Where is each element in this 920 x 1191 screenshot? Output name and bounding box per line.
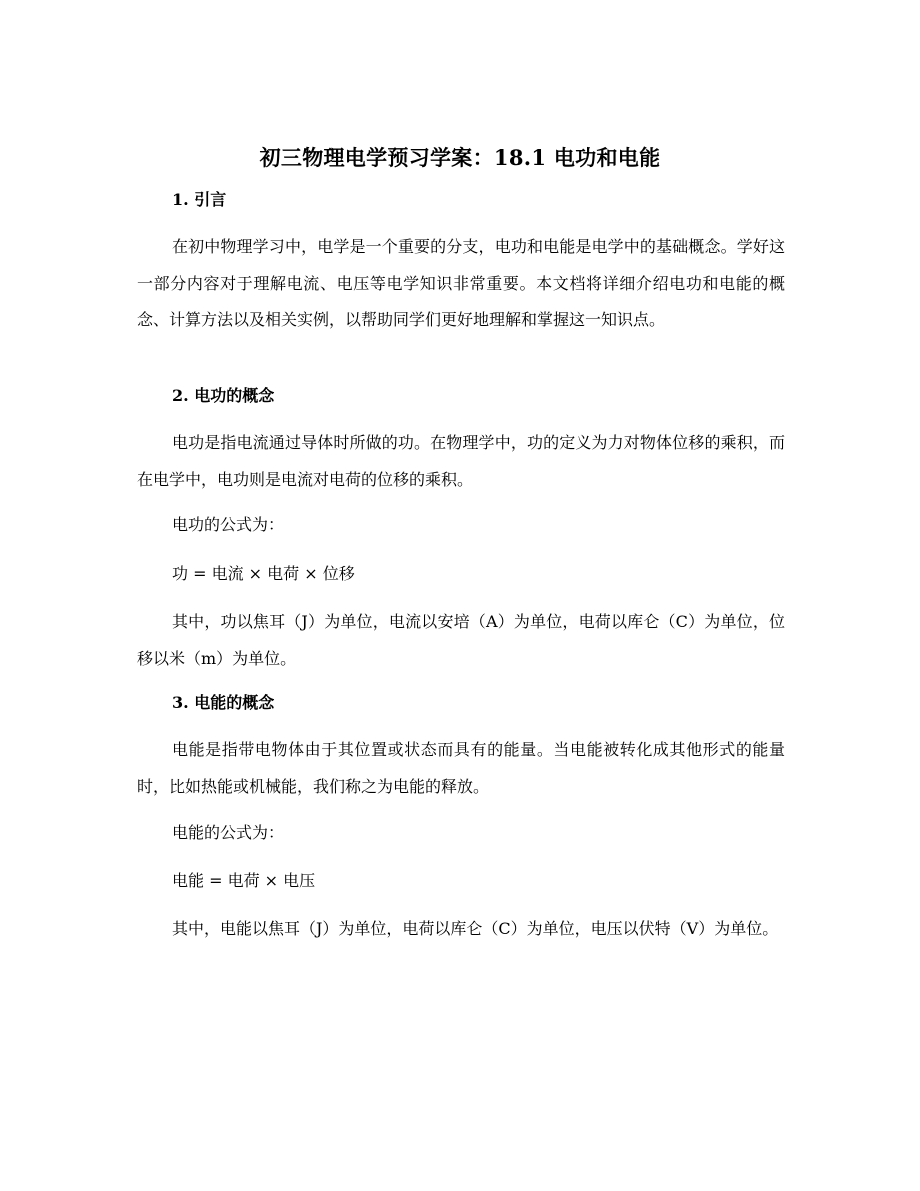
paragraph-electric-work-units: 其中，功以焦耳（J）为单位，电流以安培（A）为单位，电荷以库仑（C）为单位，位移以米（m）为单位。 <box>137 612 785 668</box>
paragraph-electric-work-formula-label: 电功的公式为： <box>172 515 285 534</box>
paragraph-electric-energy-units: 其中，电能以焦耳（J）为单位，电荷以库仑（C）为单位，电压以伏特（V）为单位。 <box>172 919 779 938</box>
document-title: 初三物理电学预习学案：18.1 电功和电能 <box>259 145 661 170</box>
electric-work-formula: 功 = 电流 × 电荷 × 位移 <box>172 564 355 583</box>
section-heading-introduction: 1. 引言 <box>172 190 227 209</box>
electric-energy-formula: 电能 = 电荷 × 电压 <box>172 871 316 890</box>
section-heading-electric-energy: 3. 电能的概念 <box>172 693 275 712</box>
paragraph-introduction: 在初中物理学习中，电学是一个重要的分支，电功和电能是电学中的基础概念。学好这一部分内容对于理解电流、电压等电学知识非常重要。本文档将详细介绍电功和电能的概念、计算方法以及相关实例，以帮助同学们更好地理解和掌握这一知识点。 <box>137 237 785 329</box>
section-heading-electric-work: 2. 电功的概念 <box>172 386 275 405</box>
paragraph-electric-work-definition: 电功是指电流通过导体时所做的功。在物理学中，功的定义为力对物体位移的乘积，而在电学中，电功则是电流对电荷的位移的乘积。 <box>137 433 785 489</box>
paragraph-electric-energy-definition: 电能是指带电物体由于其位置或状态而具有的能量。当电能被转化成其他形式的能量时，比如热能或机械能，我们称之为电能的释放。 <box>137 740 785 796</box>
paragraph-electric-energy-formula-label: 电能的公式为： <box>172 823 285 842</box>
